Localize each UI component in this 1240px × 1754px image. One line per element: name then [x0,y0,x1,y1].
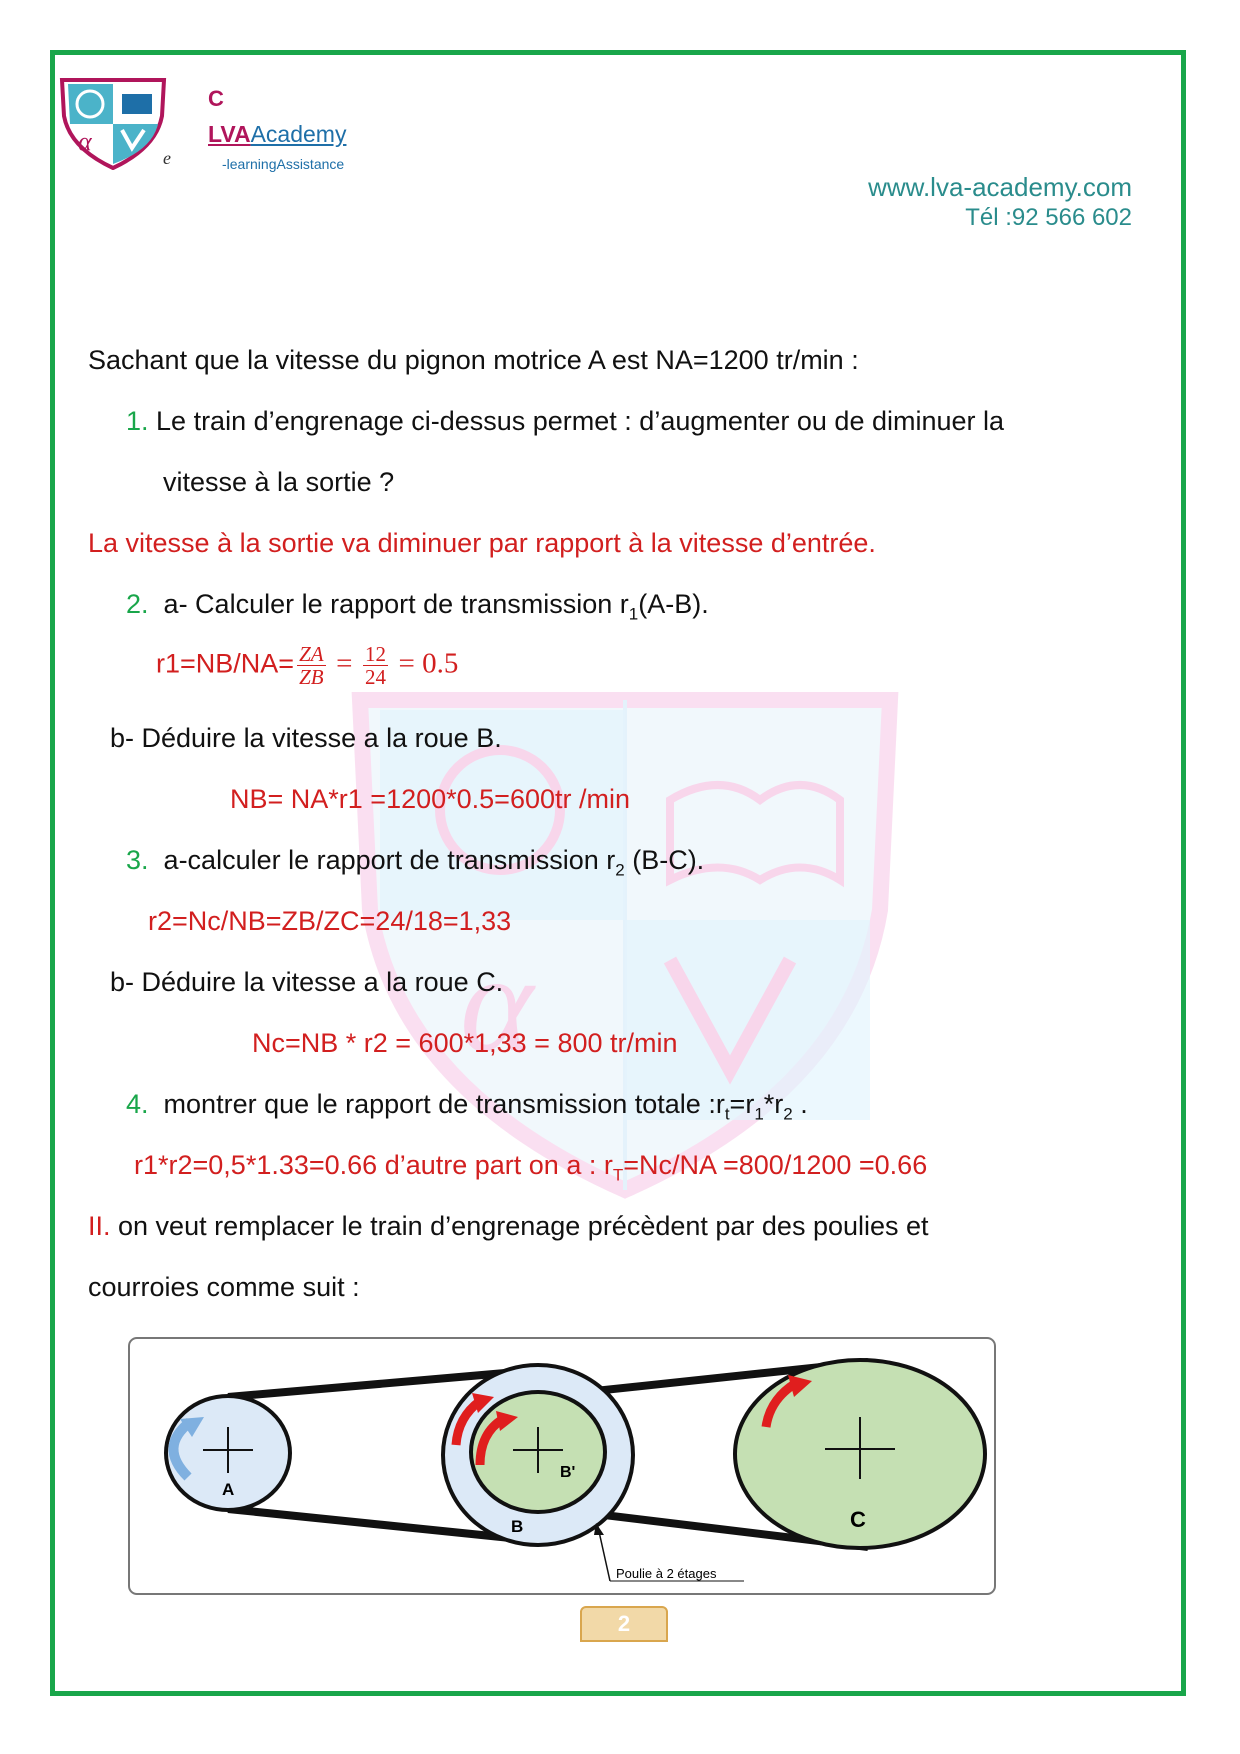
question-3a-subscript: 2 [615,860,625,880]
question-2a [126,588,709,625]
brand-lva: LVA [208,121,251,147]
phone-number: Tél :92 566 602 [965,204,1132,231]
question-4-mid1: =r [729,1089,755,1119]
question-3a [126,844,704,881]
question-3a-suffix: (B-C). [624,845,705,875]
question-2-number: 2. [126,589,149,619]
brand-academy: Academy [250,121,347,147]
fraction-2-denominator: 24 [364,665,386,690]
question-1 [126,405,1004,437]
answer-2a-lhs: r1=NB/NA= [156,648,295,679]
answer-4-subscript: T [612,1165,624,1185]
brand-letter: C [208,86,224,111]
answer-4-suffix: =Nc/NA =800/1200 =0.66 [623,1150,928,1180]
brand-name [208,121,346,148]
question-3-number: 3. [126,845,149,875]
question-4-text: montrer que le rapport de transmission totale :r [163,1089,725,1119]
answer-2a-result: = 0.5 [398,647,459,680]
question-2a-subscript: 1 [628,604,639,624]
intro-text: Sachant que la vitesse du pignon motrice A est NA=1200 tr/min : [88,345,859,375]
answer-3b: Nc=NB * r2 = 600*1,33 = 800 tr/min [252,1028,678,1058]
answer-1: La vitesse à la sortie va diminuer par rapport à la vitesse d’entrée. [88,528,876,558]
question-1-line1: Le train d’engrenage ci-dessus permet : d’augmenter ou de diminuer la [148,406,1005,436]
answer-3a: r2=Nc/NB=ZB/ZC=24/18=1,33 [148,906,512,936]
question-4-mid2: *r [763,1089,784,1119]
answer-4 [134,1149,927,1186]
question-4 [126,1088,808,1125]
question-4-number: 4. [126,1089,149,1119]
brand-subtitle: -learningAssistance [222,156,345,172]
fraction-2-numerator: 12 [364,642,386,666]
pulley-diagram [128,1337,996,1595]
answer-4-text: r1*r2=0,5*1.33=0.66 d’autre part on a : r [134,1150,613,1180]
part-2-number: II. [88,1211,111,1241]
lva-academy-logo [58,78,168,170]
fraction-1-numerator: ZA [299,642,324,666]
answer-2a [156,643,458,688]
website-link[interactable]: www.lva-academy.com [868,172,1132,202]
fraction-12-24 [363,643,388,688]
question-2b: b- Déduire la vitesse a la roue B. [110,723,502,753]
page-number: 2 [580,1606,668,1642]
question-4-sub-1: 1 [754,1104,764,1124]
fraction-1-denominator: ZB [299,665,324,690]
label-b-prime: B' [560,1464,576,1481]
svg-text:α: α [78,127,92,156]
question-1-line2: vitesse à la sortie ? [163,467,395,497]
fraction-za-zb [297,643,326,688]
svg-text:α: α [460,926,534,1081]
question-2a-suffix: (A-B). [638,589,709,619]
label-c: C [850,1507,866,1532]
question-4-sub-t: t [724,1104,730,1124]
brand-e: e [163,148,171,168]
figure-caption: Poulie à 2 étages [616,1566,717,1581]
question-4-suffix: . [792,1089,808,1119]
label-b: B [511,1517,524,1536]
question-4-sub-2: 2 [783,1104,793,1124]
question-2a-text: a- Calculer le rapport de transmission r [163,589,629,619]
answer-2b: NB= NA*r1 =1200*0.5=600tr /min [230,784,630,814]
part-2-text: on veut remplacer le train d’engrenage précèdent par des poulies et [110,1211,929,1241]
label-a: A [222,1480,235,1499]
question-3a-text: a-calculer le rapport de transmission r [163,845,616,875]
part-2-line1 [88,1210,929,1242]
question-1-number: 1. [126,406,149,436]
equals-sign: = [336,647,353,680]
question-3b: b- Déduire la vitesse a la roue C. [110,967,504,997]
part-2-line2: courroies comme suit : [88,1272,360,1302]
